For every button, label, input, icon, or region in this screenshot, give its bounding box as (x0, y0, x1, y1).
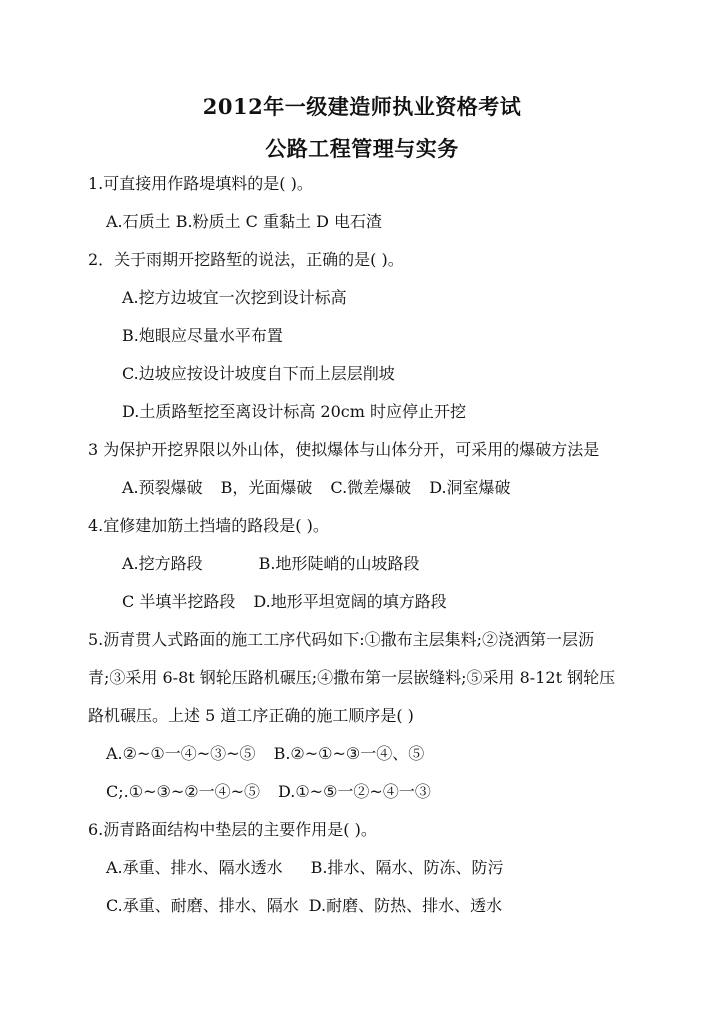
question-3-options (122, 477, 511, 499)
question-6-option-c: C.承重、耐磨、排水、隔水 (106, 896, 299, 915)
question-5-option-b: B.②~①~③一④、⑤ (273, 744, 425, 763)
question-3-option-b: B，光面爆破 (220, 478, 313, 497)
question-3-option-a: A.预裂爆破 (122, 478, 203, 497)
question-6-options-row2 (106, 895, 502, 917)
question-4-stem: 4.宜修建加筋土挡墙的路段是( )。 (88, 516, 329, 535)
exam-title: 2012年一级建造师执业资格考试 (202, 94, 522, 119)
question-5-stem-line-3: 路机碾压。上述 5 道工序正确的施工顺序是( ) (88, 706, 414, 725)
question-4-option-b: B.地形陡峭的山坡路段 (258, 554, 420, 573)
question-1-options: A.石质土 B.粉质土 C 重黏土 D 电石渣 (106, 212, 382, 231)
question-4-options-row2 (122, 591, 447, 613)
question-3-option-d: D.洞室爆破 (429, 478, 511, 497)
question-2-option-b: B.炮眼应尽量水平布置 (122, 326, 283, 345)
question-6-options-row1 (106, 857, 504, 879)
question-5-stem-line-1: 5.沥青贯人式路面的施工工序代码如下:①撒布主层集料;②浇洒第一层沥 (88, 630, 595, 649)
question-2-option-c: C.边坡应按设计坡度自下而上层层削坡 (122, 364, 395, 383)
question-4-option-c: C 半填半挖路段 (122, 592, 236, 611)
question-6-stem: 6.沥青路面结构中垫层的主要作用是( )。 (88, 820, 377, 839)
question-4-option-a: A.挖方路段 (122, 554, 203, 573)
question-5-options-row1 (106, 743, 424, 765)
exam-subtitle: 公路工程管理与实务 (265, 136, 459, 161)
question-4-option-d: D.地形平坦宽阔的填方路段 (253, 592, 447, 611)
question-5-option-d: D.①~⑤一②~④一③ (277, 782, 431, 801)
question-2-stem: 2．关于雨期开挖路堑的说法，正确的是( )。 (88, 250, 404, 269)
question-2-option-d: D.土质路堑挖至离设计标高 20cm 时应停止开挖 (122, 402, 467, 421)
question-6-option-b: B.排水、隔水、防冻、防污 (310, 858, 504, 877)
question-1-stem: 1.可直接用作路堤填料的是( )。 (88, 174, 313, 193)
question-5-option-c: C;.①~③~②一④~⑤ (106, 782, 260, 801)
question-5-stem-line-2: 青;③采用 6-8t 钢轮压路机碾压;④撒布第一层嵌缝料;⑤采用 8-12t 钢轮压 (88, 668, 616, 687)
question-6-option-d: D.耐磨、防热、排水、透水 (308, 896, 503, 915)
question-5-options-row2 (106, 781, 431, 803)
question-2-option-a: A.挖方边坡宜一次挖到设计标高 (122, 288, 347, 307)
question-5-option-a: A.②~①一④~③~⑤ (106, 744, 256, 763)
question-6-option-a: A.承重、排水、隔水透水 (106, 858, 283, 877)
question-4-options-row1 (122, 553, 420, 575)
question-3-stem: 3 为保护开挖界限以外山体，使拟爆体与山体分开，可采用的爆破方法是 (88, 440, 600, 459)
question-3-option-c: C.微差爆破 (330, 478, 412, 497)
